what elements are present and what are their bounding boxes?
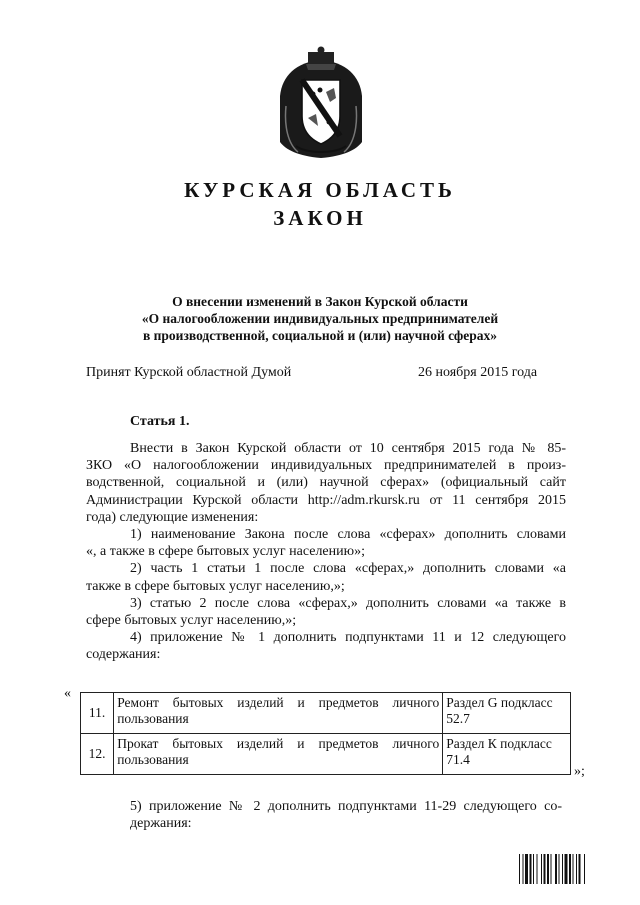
classifier-code: Раздел К подкласс 71.4	[443, 734, 571, 775]
table-row	[81, 693, 571, 734]
law-subject	[90, 293, 550, 344]
intro-line-1: Внести в Закон Курской области от 10 сентября 2015 года № 85-	[130, 441, 566, 456]
item5-line-2: держания:	[130, 816, 192, 832]
article-title: Статья 1.	[130, 414, 190, 429]
item1-line-2: «, а также в сфере бытовых услуг населению»;	[86, 544, 365, 560]
adopted-by: Принят Курской областной Думой	[86, 365, 292, 380]
region-title: КУРСКАЯ ОБЛАСТЬ	[184, 178, 456, 202]
activity-name: Прокат бытовых изделий и предметов личного пользования	[114, 734, 443, 775]
item3-line-2: сфере бытовых услуг населению,»;	[86, 613, 297, 629]
item3-line-1: 3) статью 2 после слова «сферах,» дополнить словами «а также в	[130, 595, 566, 611]
document-type-title: ЗАКОН	[273, 206, 367, 230]
item4-line-1: 4) приложение № 1 дополнить подпунктами 11 и 12 следующего	[130, 630, 566, 646]
item5-paragraph	[130, 798, 562, 832]
intro-line-4: Администрации Курской области http://adm.rkursk.ru от 11 сентября 2015	[86, 492, 566, 508]
article-body	[86, 440, 566, 664]
intro-line-3: водственной, социальной и (или) научной сферах» (официальный сайт	[86, 475, 566, 491]
classifier-code: Раздел G подкласс 52.7	[443, 693, 571, 734]
opening-quote: «	[64, 686, 71, 701]
subject-line-1: О внесении изменений в Закон Курской области	[172, 294, 468, 309]
amendment-table	[80, 692, 571, 775]
row-number: 12.	[81, 734, 114, 775]
intro-line-5: года) следующие изменения:	[86, 509, 259, 525]
adoption-date: 26 ноября 2015 года	[418, 365, 538, 380]
item1-line-1: 1) наименование Закона после слова «сферах» дополнить словами	[130, 527, 566, 543]
subject-line-3: в производственной, социальной и (или) научной сферах»	[142, 328, 498, 343]
item4-line-2: содержания:	[86, 647, 161, 663]
barcode	[519, 854, 610, 884]
closing-quote: »;	[574, 764, 585, 779]
item5-line-1: 5) приложение № 2 дополнить подпунктами 11-29 следующего со-	[130, 799, 562, 814]
table-row	[81, 734, 571, 775]
row-number: 11.	[81, 693, 114, 734]
activity-name: Ремонт бытовых изделий и предметов личного пользования	[114, 693, 443, 734]
item2-line-1: 2) часть 1 статьи 1 после слова «сферах,» дополнить словами «а	[130, 561, 566, 577]
intro-line-2: ЗКО «О налогообложении индивидуальных предпринимателей в произ-	[86, 458, 566, 474]
item2-line-2: также в сфере бытовых услуг населению,»;	[86, 578, 345, 594]
subject-line-2: «О налогообложении индивидуальных предпринимателей	[141, 311, 499, 326]
coat-of-arms-emblem	[276, 46, 366, 162]
